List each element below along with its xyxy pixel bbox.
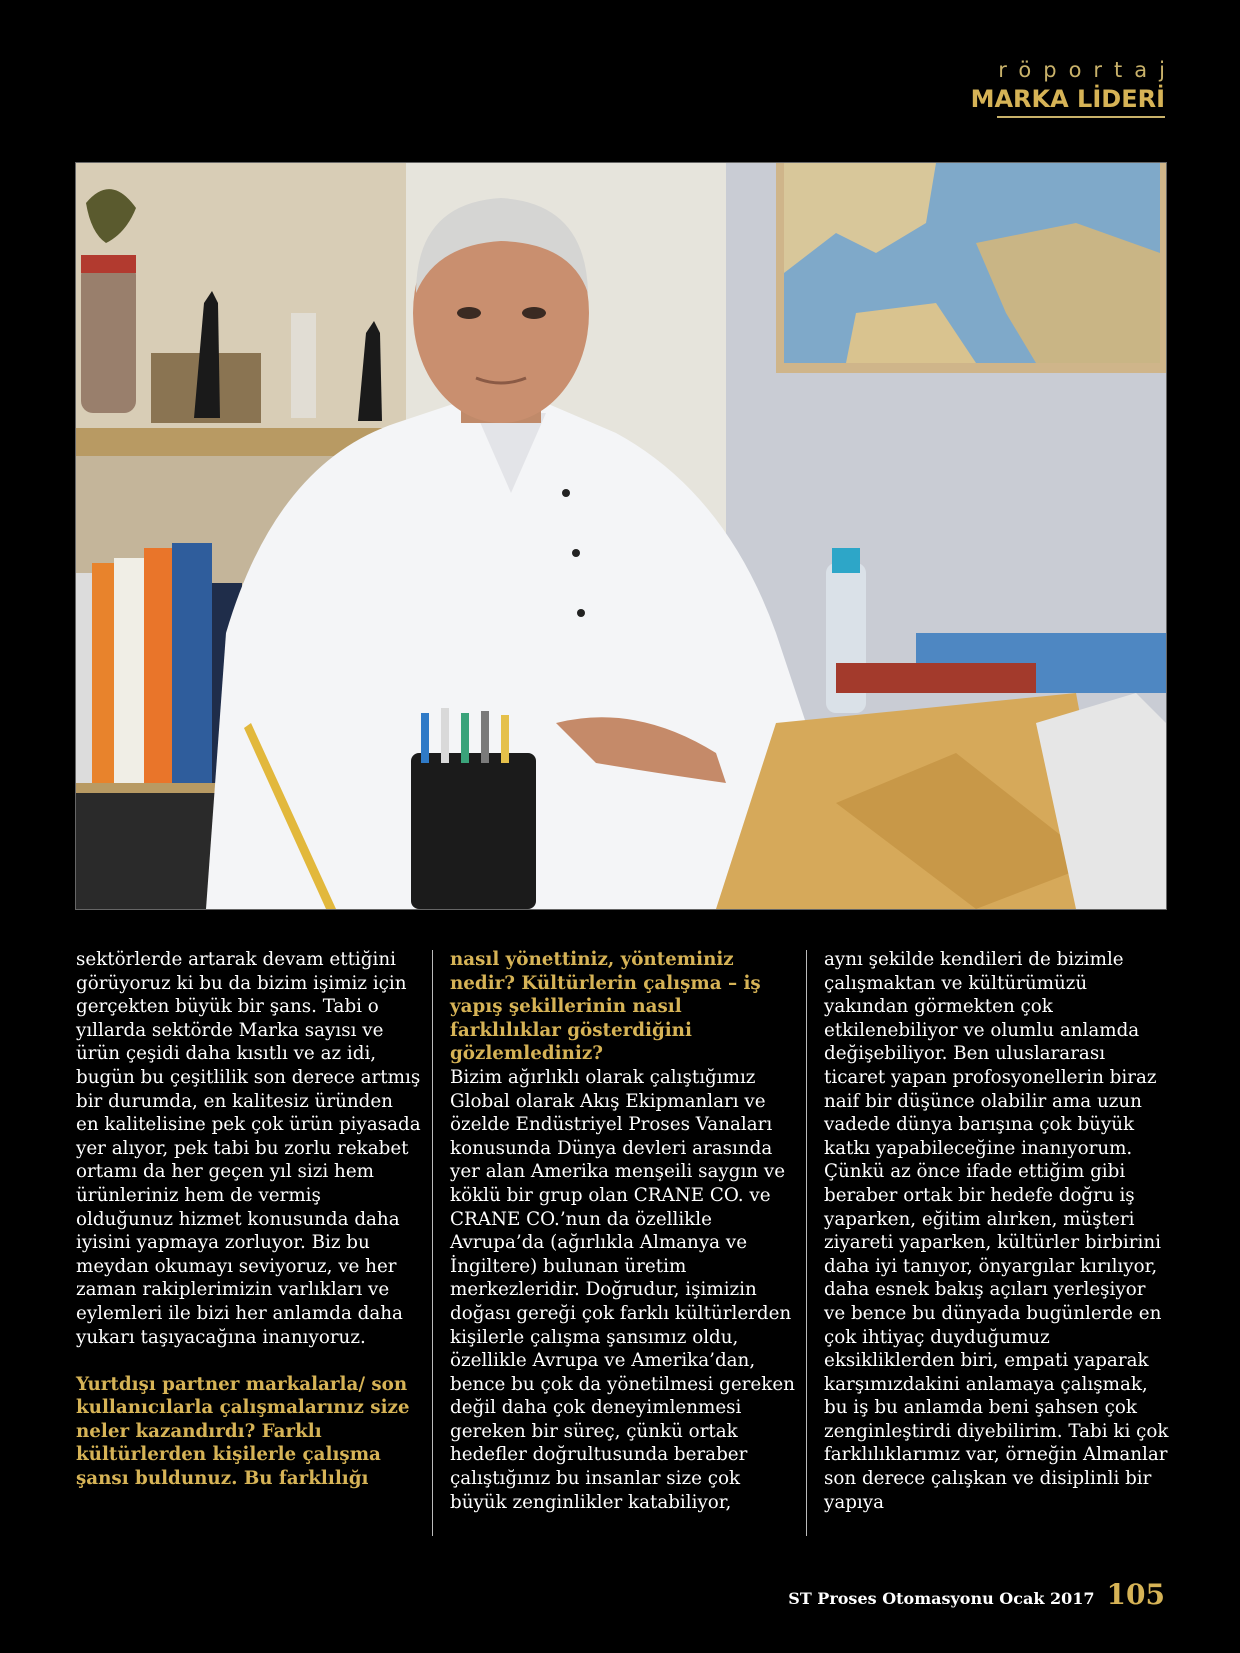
publication-name: ST Proses Otomasyonu Ocak 2017 <box>788 1589 1095 1608</box>
section-title: MARKA LİDERİ <box>970 85 1165 113</box>
page-header <box>970 56 1177 118</box>
page-footer <box>788 1578 1165 1611</box>
section-kicker: röportaj <box>998 58 1177 82</box>
header-divider <box>997 116 1165 118</box>
article-column-3 <box>824 948 1169 1514</box>
article-column-2 <box>450 948 795 1514</box>
body-paragraph: aynı şekilde kendileri de bizimle çalışmaktan ve kültürümüzü yakından görmekten çok etkilenebiliyor ve olumlu anlamda değişebiliyor. Ben uluslararası ticaret yapan profosyonellerin biraz naif bir düşünce olabilir ama uzun vadede dünya barışına çok büyük katkı yapabileceğine inanıyorum. Çünkü az önce ifade ettiğim gibi beraber ortak bir hedefe doğru iş yaparken, eğitim alırken, müşteri ziyareti yaparken, kültürler birbirini daha iyi tanıyor, önyargılar kırılıyor, daha esnek bakış açıları yerleşiyor ve bence bu dünyada bugünlerde en çok ihtiyaç duyduğumuz eksikliklerden biri, empati yaparak karşımızdakini anlamaya çalışmak, bu iş bu anlamda beni şahsen çok zenginleştirdi diyebilirim. Tabi ki çok farklılıklarımız var, örneğin Almanlar son derece çalışkan ve disiplinli bir yapıya <box>824 949 1169 1513</box>
column-divider <box>806 950 807 1536</box>
interview-question: Yurtdışı partner markalarla/ son kullanıcılarla çalışmalarınız size neler kazandırdı? Farklı kültürlerden kişilerle çalışma şansı buldunuz. Bu farklılığı <box>76 1373 410 1490</box>
article-column-1 <box>76 948 421 1491</box>
body-paragraph: sektörlerde artarak devam ettiğini görüyoruz ki bu da bizim işimiz için gerçekten büyük bir şans. Tabi o yıllarda sektörde Marka sayısı ve ürün çeşidi daha kısıtlı ve az idi, bugün bu çeşitlilik son derece artmış bir durumda, en kalitesiz üründen en kalitelisine pek çok ürün piyasada yer alıyor, pek tabi bu zorlu rekabet ortamı da her geçen yıl sizi hem ürünleriniz hem de vermiş olduğunuz hizmet konusunda daha iyisini yapmaya zorluyor. Biz bu meydan okumayı seviyoruz, ve her zaman rakiplerimizin varlıkları ve eylemleri ile bizi her anlamda daha yukarı taşıyacağına inanıyoruz. <box>76 949 421 1348</box>
column-divider <box>432 950 433 1536</box>
page-number: 105 <box>1106 1578 1165 1611</box>
photo-illustration <box>76 163 1166 909</box>
body-paragraph: Bizim ağırlıklı olarak çalıştığımız Global olarak Akış Ekipmanları ve özelde Endüstriyel Proses Vanaları konusunda Dünya devleri arasında yer alan Amerika menşeili saygın ve köklü bir grup olan CRANE CO. ve CRANE CO.’nun da özellikle Avrupa’da (ağırlıkla Almanya ve İngiltere) bulunan üretim merkezleridir. Doğrudur, işimizin doğası gereği çok farklı kültürlerden kişilerle çalışma şansımız oldu, özellikle Avrupa ve Amerika’dan, bence bu çok da yönetilmesi gereken değil daha çok deneyimlenmesi gereken bir süreç, çünkü ortak hedefler doğrultusunda beraber çalıştığınız bu insanlar size çok büyük zenginlikler katabiliyor, <box>450 1066 795 1513</box>
interview-photo <box>75 162 1167 910</box>
interview-question: nasıl yönettiniz, yönteminiz nedir? Kültürlerin çalışma – iş yapış şekillerinin nasıl farklılıklar gösterdiğini gözlemlediniz? <box>450 949 761 1065</box>
